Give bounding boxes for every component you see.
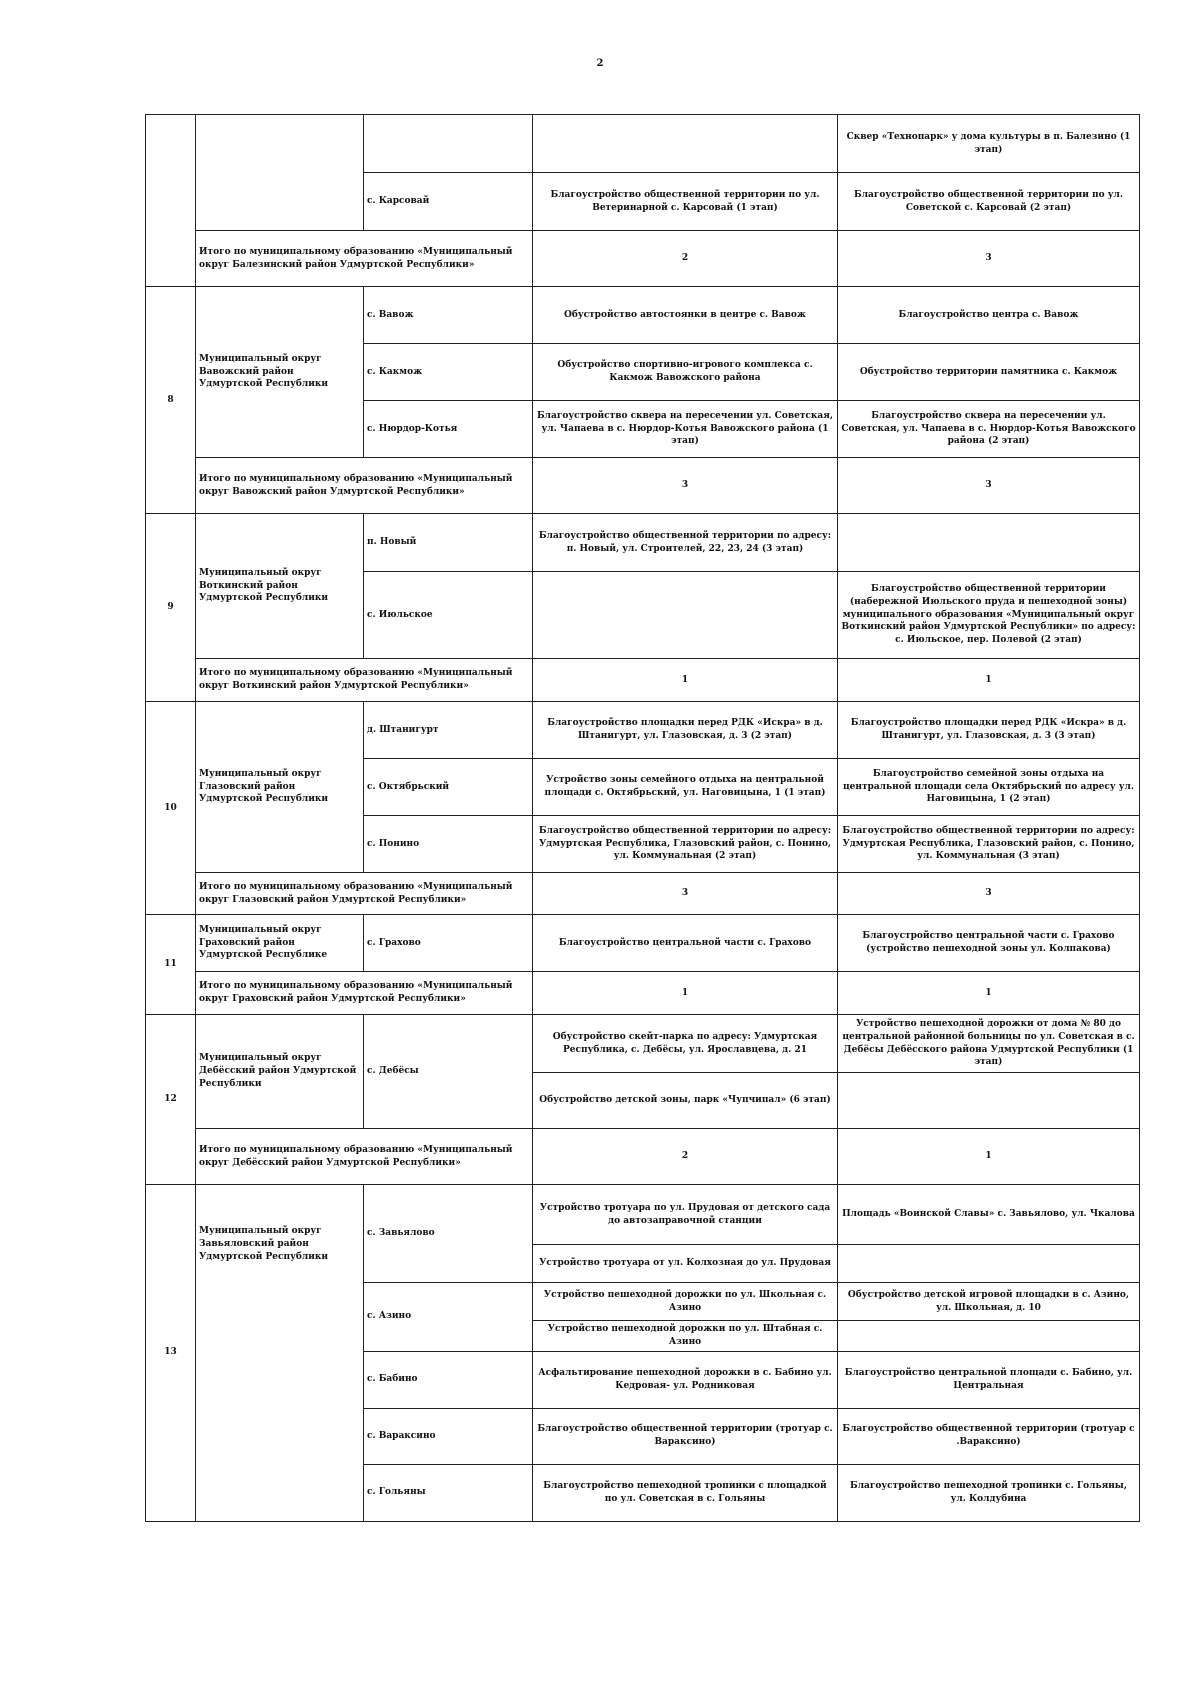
project-current: Благоустройство центральной части с. Грахово xyxy=(533,915,838,972)
settlement-name: с. Грахово xyxy=(364,915,533,972)
total-current: 2 xyxy=(533,231,838,287)
total-row xyxy=(146,231,1140,287)
settlement-name: с. Октябрьский xyxy=(364,759,533,816)
total-current: 3 xyxy=(533,458,838,514)
total-next: 1 xyxy=(838,972,1140,1015)
row-number: 8 xyxy=(146,287,196,514)
settlement-name: с. Завьялово xyxy=(364,1185,533,1283)
row-number: 12 xyxy=(146,1015,196,1185)
project-next: Сквер «Технопарк» у дома культуры в п. Балезино (1 этап) xyxy=(838,115,1140,173)
project-current: Благоустройство пешеходной тропинки с площадкой по ул. Советская в с. Гольяны xyxy=(533,1464,838,1521)
municipality-name: Муниципальный округ Дебёсский район Удмуртской Республики xyxy=(196,1015,364,1129)
settlement-name: с. Дебёсы xyxy=(364,1015,533,1129)
project-next: Благоустройство центра с. Вавож xyxy=(838,287,1140,344)
municipality-name: Муниципальный округ Глазовский район Удмуртской Республики xyxy=(196,702,364,873)
project-next: Обустройство территории памятника с. Какмож xyxy=(838,344,1140,401)
project-current: Благоустройство общественной территории по адресу: Удмуртская Республика, Глазовский район, с. Понино, ул. Коммунальная (2 этап) xyxy=(533,816,838,873)
table-row xyxy=(146,514,1140,572)
table-row xyxy=(146,115,1140,173)
project-current: Устройство зоны семейного отдыха на центральной площади с. Октябрьский, ул. Наговицына, 1 (1 этап) xyxy=(533,759,838,816)
project-current: Обустройство скейт-парка по адресу: Удмуртская Республика, с. Дебёсы, ул. Ярославцева, д. 21 xyxy=(533,1015,838,1073)
project-next xyxy=(838,514,1140,572)
project-current: Благоустройство общественной территории по адресу: п. Новый, ул. Строителей, 22, 23, 24 (3 этап) xyxy=(533,514,838,572)
project-next: Устройство пешеходной дорожки от дома № 80 до центральной районной больницы по ул. Советская в с. Дебёсы Дебёсского района Удмуртской Республики (1 этап) xyxy=(838,1015,1140,1073)
project-current: Устройство тротуара по ул. Прудовая от детского сада до автозаправочной станции xyxy=(533,1185,838,1245)
project-next: Обустройство детской игровой площадки в с. Азино, ул. Школьная, д. 10 xyxy=(838,1283,1140,1321)
table-row xyxy=(146,1185,1140,1245)
total-label: Итого по муниципальному образованию «Муниципальный округ Вавожский район Удмуртской Республики» xyxy=(196,458,533,514)
total-next: 3 xyxy=(838,231,1140,287)
project-next: Благоустройство пешеходной тропинки с. Гольяны, ул. Колдубина xyxy=(838,1464,1140,1521)
settlement-name: с. Бабино xyxy=(364,1351,533,1408)
total-current: 1 xyxy=(533,659,838,702)
municipality-name: Муниципальный округ Завьяловский район Удмуртской Республики xyxy=(196,1185,364,1522)
project-next: Благоустройство семейной зоны отдыха на центральной площади села Октябрьский по адресу ул. Наговицына, 1 (2 этап) xyxy=(838,759,1140,816)
table-row xyxy=(146,915,1140,972)
settlement-name: с. Июльское xyxy=(364,572,533,659)
project-next: Площадь «Воинской Славы» с. Завьялово, ул. Чкалова xyxy=(838,1185,1140,1245)
row-number: 10 xyxy=(146,702,196,915)
project-current: Устройство пешеходной дорожки по ул. Школьная с. Азино xyxy=(533,1283,838,1321)
project-next: Благоустройство общественной территории (тротуар с .Вараксино) xyxy=(838,1408,1140,1464)
project-next: Благоустройство общественной территории по адресу: Удмуртская Республика, Глазовский район, с. Понино, ул. Коммунальная (3 этап) xyxy=(838,816,1140,873)
project-current xyxy=(533,115,838,173)
municipality-name: Муниципальный округ Граховский район Удмуртской Республике xyxy=(196,915,364,972)
project-next xyxy=(838,1245,1140,1283)
project-next: Благоустройство общественной территории (набережной Июльского пруда и пешеходной зоны) муниципального образования «Муниципальный округ Воткинский район Удмуртской Республики» по адресу: с. Июльское, пер. Полевой (2 этап) xyxy=(838,572,1140,659)
improvement-table xyxy=(145,114,1140,1522)
total-next: 1 xyxy=(838,659,1140,702)
project-current: Обустройство автостоянки в центре с. Вавож xyxy=(533,287,838,344)
settlement-name: д. Штанигурт xyxy=(364,702,533,759)
project-next xyxy=(838,1073,1140,1129)
total-label: Итого по муниципальному образованию «Муниципальный округ Балезинский район Удмуртской Республики» xyxy=(196,231,533,287)
settlement-name: с. Вавож xyxy=(364,287,533,344)
total-next: 3 xyxy=(838,873,1140,915)
project-next xyxy=(838,1321,1140,1352)
total-row xyxy=(146,873,1140,915)
total-current: 2 xyxy=(533,1129,838,1185)
settlement-name: с. Гольяны xyxy=(364,1464,533,1521)
settlement-name: с. Какмож xyxy=(364,344,533,401)
project-next: Благоустройство центральной части с. Грахово (устройство пешеходной зоны ул. Колпакова) xyxy=(838,915,1140,972)
project-current: Благоустройство площадки перед РДК «Искра» в д. Штанигурт, ул. Глазовская, д. 3 (2 этап) xyxy=(533,702,838,759)
project-next: Благоустройство общественной территории по ул. Советской с. Карсовай (2 этап) xyxy=(838,173,1140,231)
row-number: 9 xyxy=(146,514,196,702)
project-current: Асфальтирование пешеходной дорожки в с. Бабино ул. Кедровая- ул. Родниковая xyxy=(533,1351,838,1408)
project-next: Благоустройство площадки перед РДК «Искра» в д. Штанигурт, ул. Глазовская, д. 3 (3 этап) xyxy=(838,702,1140,759)
table-row xyxy=(146,702,1140,759)
total-row xyxy=(146,972,1140,1015)
total-next: 3 xyxy=(838,458,1140,514)
total-current: 1 xyxy=(533,972,838,1015)
municipality-name xyxy=(196,115,364,231)
table-row xyxy=(146,287,1140,344)
settlement-name: с. Азино xyxy=(364,1283,533,1352)
project-next: Благоустройство сквера на пересечении ул. Советская, ул. Чапаева в с. Нюрдор-Котья Вавожского района (2 этап) xyxy=(838,401,1140,458)
project-current: Благоустройство общественной территории (тротуар с. Вараксино) xyxy=(533,1408,838,1464)
settlement-name: с. Вараксино xyxy=(364,1408,533,1464)
project-current: Обустройство детской зоны, парк «Чупчипал» (6 этап) xyxy=(533,1073,838,1129)
project-current: Устройство пешеходной дорожки по ул. Штабная с. Азино xyxy=(533,1321,838,1352)
total-row xyxy=(146,659,1140,702)
total-label: Итого по муниципальному образованию «Муниципальный округ Граховский район Удмуртской Республики» xyxy=(196,972,533,1015)
row-number xyxy=(146,115,196,287)
total-label: Итого по муниципальному образованию «Муниципальный округ Дебёсский район Удмуртской Республики» xyxy=(196,1129,533,1185)
row-number: 11 xyxy=(146,915,196,1015)
project-current: Благоустройство общественной территории по ул. Ветеринарной с. Карсовай (1 этап) xyxy=(533,173,838,231)
total-label: Итого по муниципальному образованию «Муниципальный округ Глазовский район Удмуртской Республики» xyxy=(196,873,533,915)
project-current: Обустройство спортивно-игрового комплекса с. Какмож Вавожского района xyxy=(533,344,838,401)
total-row xyxy=(146,458,1140,514)
settlement-name xyxy=(364,115,533,173)
settlement-name: с. Нюрдор-Котья xyxy=(364,401,533,458)
municipality-name: Муниципальный округ Вавожский район Удмуртской Республики xyxy=(196,287,364,458)
total-current: 3 xyxy=(533,873,838,915)
total-row xyxy=(146,1129,1140,1185)
settlement-name: с. Понино xyxy=(364,816,533,873)
total-next: 1 xyxy=(838,1129,1140,1185)
project-current xyxy=(533,572,838,659)
project-next: Благоустройство центральной площади с. Бабино, ул. Центральная xyxy=(838,1351,1140,1408)
municipality-name: Муниципальный округ Воткинский район Удмуртской Республики xyxy=(196,514,364,659)
total-label: Итого по муниципальному образованию «Муниципальный округ Воткинский район Удмуртской Республики» xyxy=(196,659,533,702)
project-current: Благоустройство сквера на пересечении ул. Советская, ул. Чапаева в с. Нюрдор-Котья Вавожского района (1 этап) xyxy=(533,401,838,458)
page-number: 2 xyxy=(596,58,604,69)
settlement-name: п. Новый xyxy=(364,514,533,572)
row-number: 13 xyxy=(146,1185,196,1522)
settlement-name: с. Карсовай xyxy=(364,173,533,231)
table-row xyxy=(146,1015,1140,1073)
project-current: Устройство тротуара от ул. Колхозная до ул. Прудовая xyxy=(533,1245,838,1283)
